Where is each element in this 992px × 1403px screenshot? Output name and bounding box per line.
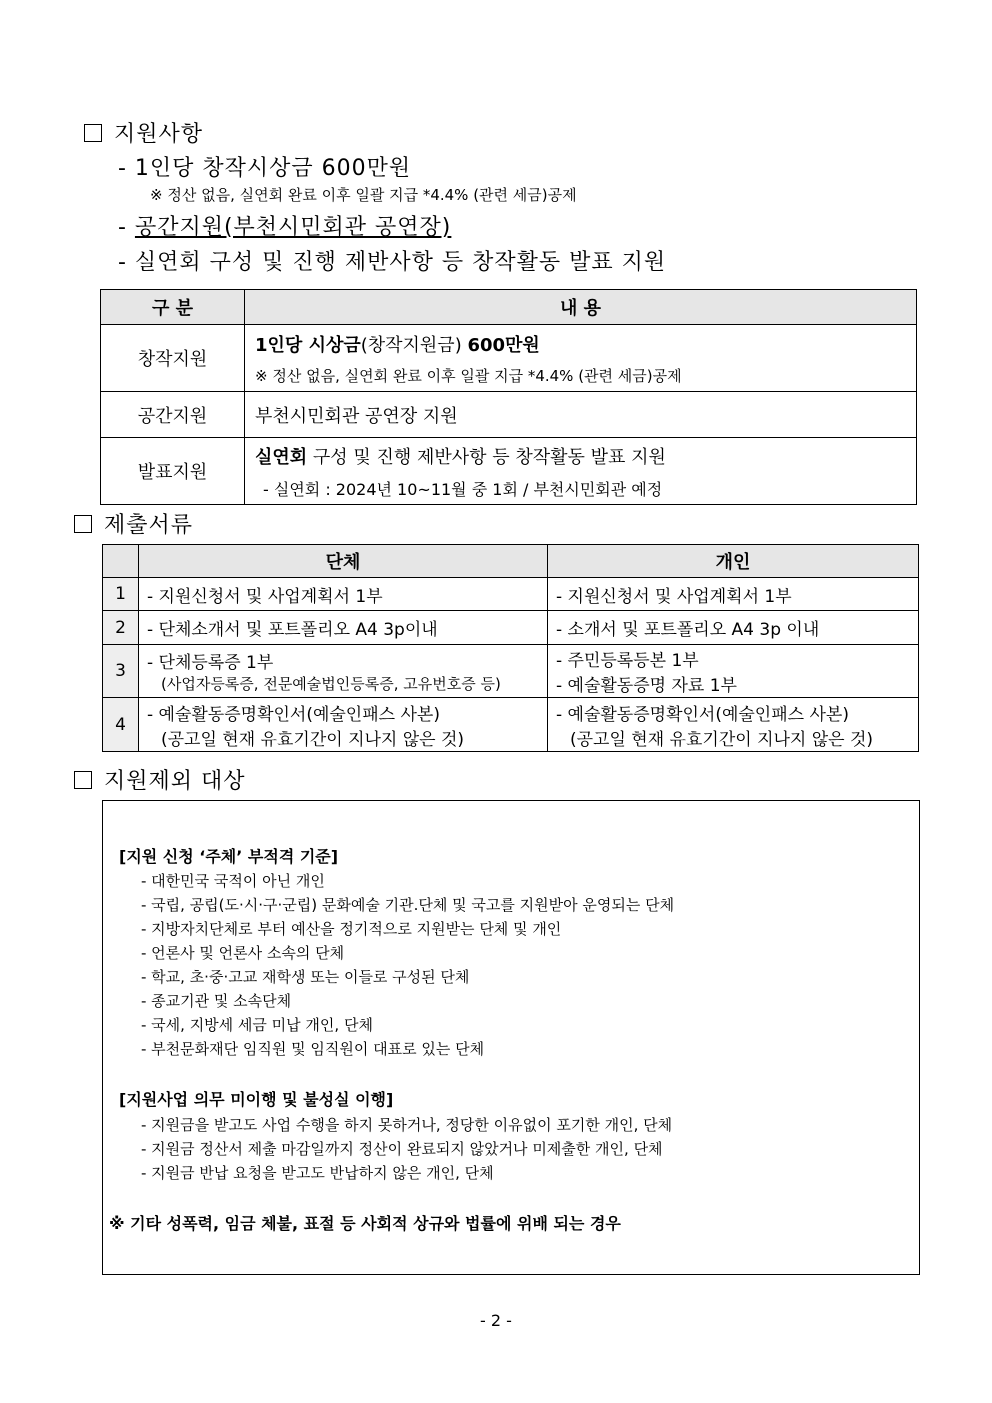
table-header-category: 구 분 [101,290,245,325]
exclusion-heading: [지원 신청 ‘주체’ 부적격 기준] [119,847,339,866]
section-heading-documents [74,508,193,539]
exclusions-box [102,800,920,1275]
documents-table [102,544,919,752]
table-row: 발표지원 실연회 구성 및 진행 제반사항 등 창작활동 발표 지원 - 실연회 : 2024년 10~11월 중 1회 / 부천시민회관 예정 [101,438,917,505]
exclusion-footnote: ※ 기타 성폭력, 임금 체불, 표절 등 사회적 상규와 법률에 위배 되는 경우 [109,1214,621,1233]
list-item: - 부천문화재단 임직원 및 임직원이 대표로 있는 단체 [141,1040,485,1058]
support-bullet-space: - 공간지원(부천시민회관 공연장) [118,215,452,240]
row-label: 발표지원 [101,438,245,505]
list-item: - 언론사 및 언론사 소속의 단체 [141,944,345,962]
row-label: 공간지원 [101,392,245,438]
support-note: ※ 정산 없음, 실연회 완료 이후 일괄 지급 *4.4% (관련 세금)공제 [150,186,577,204]
list-item: - 지방자치단체로 부터 예산을 정기적으로 지원받는 단체 및 개인 [141,920,562,938]
checkbox-square-icon [74,515,92,533]
page-number: - 2 - [480,1311,512,1330]
list-item: - 학교, 초·중·고교 재학생 또는 이들로 구성된 단체 [141,968,470,986]
list-item: - 대한민국 국적이 아닌 개인 [141,872,325,890]
row-note: ※ 정산 없음, 실연회 완료 이후 일괄 지급 *4.4% (관련 세금)공제 [255,366,682,385]
exclusion-heading: [지원사업 의무 미이행 및 불성실 이행] [119,1090,394,1109]
list-item: - 국립, 공립(도·시·구·군립) 문화예술 기관.단체 및 국고를 지원받아 운영되는 단체 [141,896,675,914]
list-item: - 지원금 정산서 제출 마감일까지 정산이 완료되지 않았거나 미제출한 개인, 단체 [141,1140,663,1158]
table-row: 3 - 단체등록증 1부 (사업자등록증, 전문예술법인등록증, 고유번호증 등) - 주민등록등본 1부 - 예술활동증명 자료 1부 [103,645,919,698]
table-row [101,392,917,438]
table-row: 2 - 단체소개서 및 포트폴리오 A4 3p이내 - 소개서 및 포트폴리오 A4 3p 이내 [103,611,919,645]
row-label: 창작지원 [101,325,245,392]
checkbox-square-icon [84,124,102,142]
section-heading-exclusions [74,764,246,795]
table-header-individual: 개인 [548,545,919,578]
support-bullet-showcase: - 실연회 구성 및 진행 제반사항 등 창작활동 발표 지원 [118,250,667,275]
support-table [100,289,917,505]
table-header-content: 내 용 [245,290,917,325]
table-row: 창작지원 1인당 시상금(창작지원금) 600만원 ※ 정산 없음, 실연회 완료 이후 일괄 지급 *4.4% (관련 세금)공제 [101,325,917,392]
list-item: - 종교기관 및 소속단체 [141,992,292,1010]
support-bullet-prize: - 1인당 창작시상금 600만원 [118,156,412,181]
section-title: 제출서류 [104,513,194,538]
checkbox-square-icon [74,771,92,789]
list-item: - 지원금을 받고도 사업 수행을 하지 못하거나, 정당한 이유없이 포기한 개인, 단체 [141,1116,673,1134]
section-heading-support [84,117,203,148]
table-row: 4 - 예술활동증명확인서(예술인패스 사본) (공고일 현재 유효기간이 지나지 않은 것) - 예술활동증명확인서(예술인패스 사본) (공고일 현재 유효기간이 지나지 않은 것) [103,698,919,752]
row-sub: - 실연회 : 2024년 10~11월 중 1회 / 부천시민회관 예정 [263,479,663,499]
section-title: 지원제외 대상 [104,769,246,794]
table-header-group: 단체 [139,545,548,578]
section-title: 지원사항 [114,122,204,147]
space-support-text: 공간지원(부천시민회관 공연장) [134,215,452,240]
row-content: 부천시민회관 공연장 지원 [245,392,917,438]
list-item: - 지원금 반납 요청을 받고도 반납하지 않은 개인, 단체 [141,1164,494,1182]
table-row: 1 - 지원신청서 및 사업계획서 1부 - 지원신청서 및 사업계획서 1부 [103,578,919,611]
list-item: - 국세, 지방세 세금 미납 개인, 단체 [141,1016,373,1034]
